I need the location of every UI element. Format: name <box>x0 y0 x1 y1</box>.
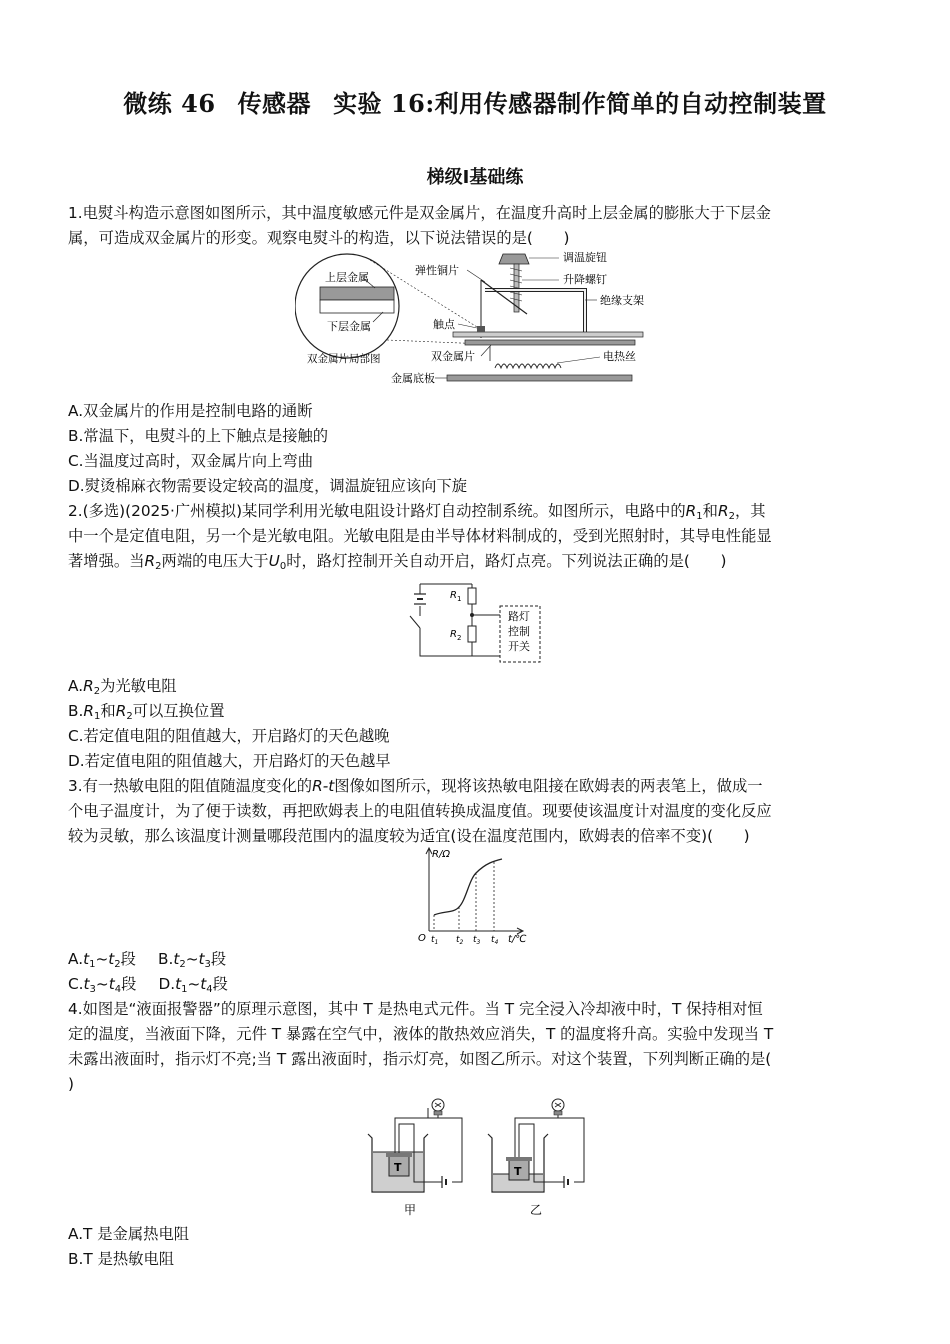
box-text-2: 控制 <box>508 625 530 638</box>
q4-alarm-diagram <box>362 1094 602 1222</box>
origin-label: O <box>418 933 426 944</box>
section-heading: 梯级Ⅰ基础练 <box>426 167 524 188</box>
label-contact: 触点 <box>433 318 455 331</box>
box-text-3: 开关 <box>508 640 530 653</box>
q2-option-b: $B.R_1$和$R_2$可以互换位置 <box>68 702 225 722</box>
label-lift-screw: 升降螺钉 <box>563 273 607 286</box>
q1-option-b: B.常温下，电熨斗的上下触点是接触的 <box>68 427 329 445</box>
label-upper-metal: 上层金属 <box>325 271 369 284</box>
t-element-jia: T <box>394 1161 402 1174</box>
label-jia: 甲 <box>404 1203 417 1217</box>
r1-symbol: R <box>450 590 457 601</box>
q1-stem-line-2: 属，可造成双金属片的形变。观察电熨斗的构造，以下说法错误的是( ) <box>68 229 570 247</box>
q2-circuit-diagram <box>400 574 550 666</box>
q4-stem-line-3: 未露出液面时，指示灯不亮;当 T 露出液面时，指示灯亮，如图乙所示。对这个装置，下列判断正确的是( <box>68 1050 772 1068</box>
q3-stem-line-3: 较为灵敏，那么该温度计测量哪段范围内的温度较为适宜(设在温度范围内，欧姆表的倍率不变)( ) <box>68 827 750 845</box>
q3-options-ab: $A.t_1\sim t_2$段 $B.t_2\sim t_3$段 <box>68 950 227 970</box>
q1-option-c: C.当温度过高时，双金属片向上弯曲 <box>68 452 313 470</box>
q1-iron-diagram <box>295 248 665 388</box>
q2-stem-line-3: 著增强。当$R_2$两端的电压大于$U_0$时，路灯控制开关自动开启，路灯点亮。下列说法正确的是( ) <box>68 552 727 572</box>
label-heater: 电热丝 <box>603 350 636 363</box>
page-title <box>0 84 950 119</box>
title-part-1: 微练 46 <box>123 89 216 118</box>
q2-stem-line-2: 中一个是定值电阻，另一个是光敏电阻。光敏电阻是由半导体材料制成的，受到光照射时，其导电性能显 <box>68 527 772 545</box>
r1-subscript: 1 <box>457 595 462 603</box>
label-insulating-bracket: 绝缘支架 <box>600 294 644 307</box>
t-element-yi: T <box>514 1165 522 1178</box>
q4-stem-line-4: ) <box>68 1075 74 1093</box>
q2-stem-line-1: 2.(多选)(2025·广州模拟)某同学利用光敏电阻设计路灯自动控制系统。如图所示，电路中的$R_1$和$R_2$，其 <box>68 502 766 522</box>
label-metal-base: 金属底板 <box>391 372 435 385</box>
r2-subscript: 2 <box>457 634 462 642</box>
q3-rt-graph <box>414 845 540 945</box>
q1-option-d: D.熨烫棉麻衣物需要设定较高的温度，调温旋钮应该向下旋 <box>68 477 468 495</box>
title-part-3: 实验 16:利用传感器制作简单的自动控制装置 <box>333 89 827 118</box>
label-yi: 乙 <box>530 1203 543 1217</box>
beaker-jia <box>368 1099 462 1192</box>
label-bimetal-detail: 双金属片局部图 <box>307 353 381 365</box>
r2-symbol: R <box>450 629 457 640</box>
beaker-yi <box>488 1099 584 1192</box>
tick-t3: $t_3$ <box>473 935 481 945</box>
tick-t4: $t_4$ <box>491 935 499 945</box>
box-text-1: 路灯 <box>508 610 530 623</box>
tick-t1: $t_1$ <box>431 935 439 945</box>
label-spring-copper: 弹性铜片 <box>415 264 459 277</box>
x-axis-label: t/℃ <box>508 934 527 945</box>
tick-t2: $t_2$ <box>456 935 464 945</box>
q2-option-d: D.若定值电阻的阻值越大，开启路灯的天色越早 <box>68 752 391 770</box>
q3-stem-line-2: 个电子温度计，为了便于读数，再把欧姆表上的电阻值转换成温度值。现要使该温度计对温度的变化反应 <box>68 802 772 820</box>
label-lower-metal: 下层金属 <box>327 320 371 333</box>
q4-option-a: A.T 是金属热电阻 <box>68 1225 190 1243</box>
q3-options-cd: $C.t_3\sim t_4$段 $D.t_1\sim t_4$段 <box>68 975 228 995</box>
q2-option-a: $A.R_2$为光敏电阻 <box>68 677 177 697</box>
label-temp-knob: 调温旋钮 <box>563 251 607 264</box>
q4-stem-line-2: 定的温度，当液面下降，元件 T 暴露在空气中，液体的散热效应消失，T 的温度将升高。实验中发现当 T <box>68 1025 774 1043</box>
q1-stem-line-1: 1.电熨斗构造示意图如图所示，其中温度敏感元件是双金属片，在温度升高时上层金属的膨胀大于下层金 <box>68 204 771 222</box>
q4-stem-line-1: 4.如图是“液面报警器”的原理示意图，其中 T 是热电式元件。当 T 完全浸入冷却液中时，T 保持相对恒 <box>68 1000 763 1018</box>
q3-stem-line-1: 3.有一热敏电阻的阻值随温度变化的R-t图像如图所示，现将该热敏电阻接在欧姆表的两表笔上，做成一 <box>68 777 763 795</box>
q1-option-a: A.双金属片的作用是控制电路的通断 <box>68 402 313 420</box>
title-part-2: 传感器 <box>237 89 312 118</box>
y-axis-label: R/Ω <box>432 849 450 860</box>
q4-option-b: B.T 是热敏电阻 <box>68 1250 175 1268</box>
q2-option-c: C.若定值电阻的阻值越大，开启路灯的天色越晚 <box>68 727 390 745</box>
label-bimetal: 双金属片 <box>431 350 475 363</box>
